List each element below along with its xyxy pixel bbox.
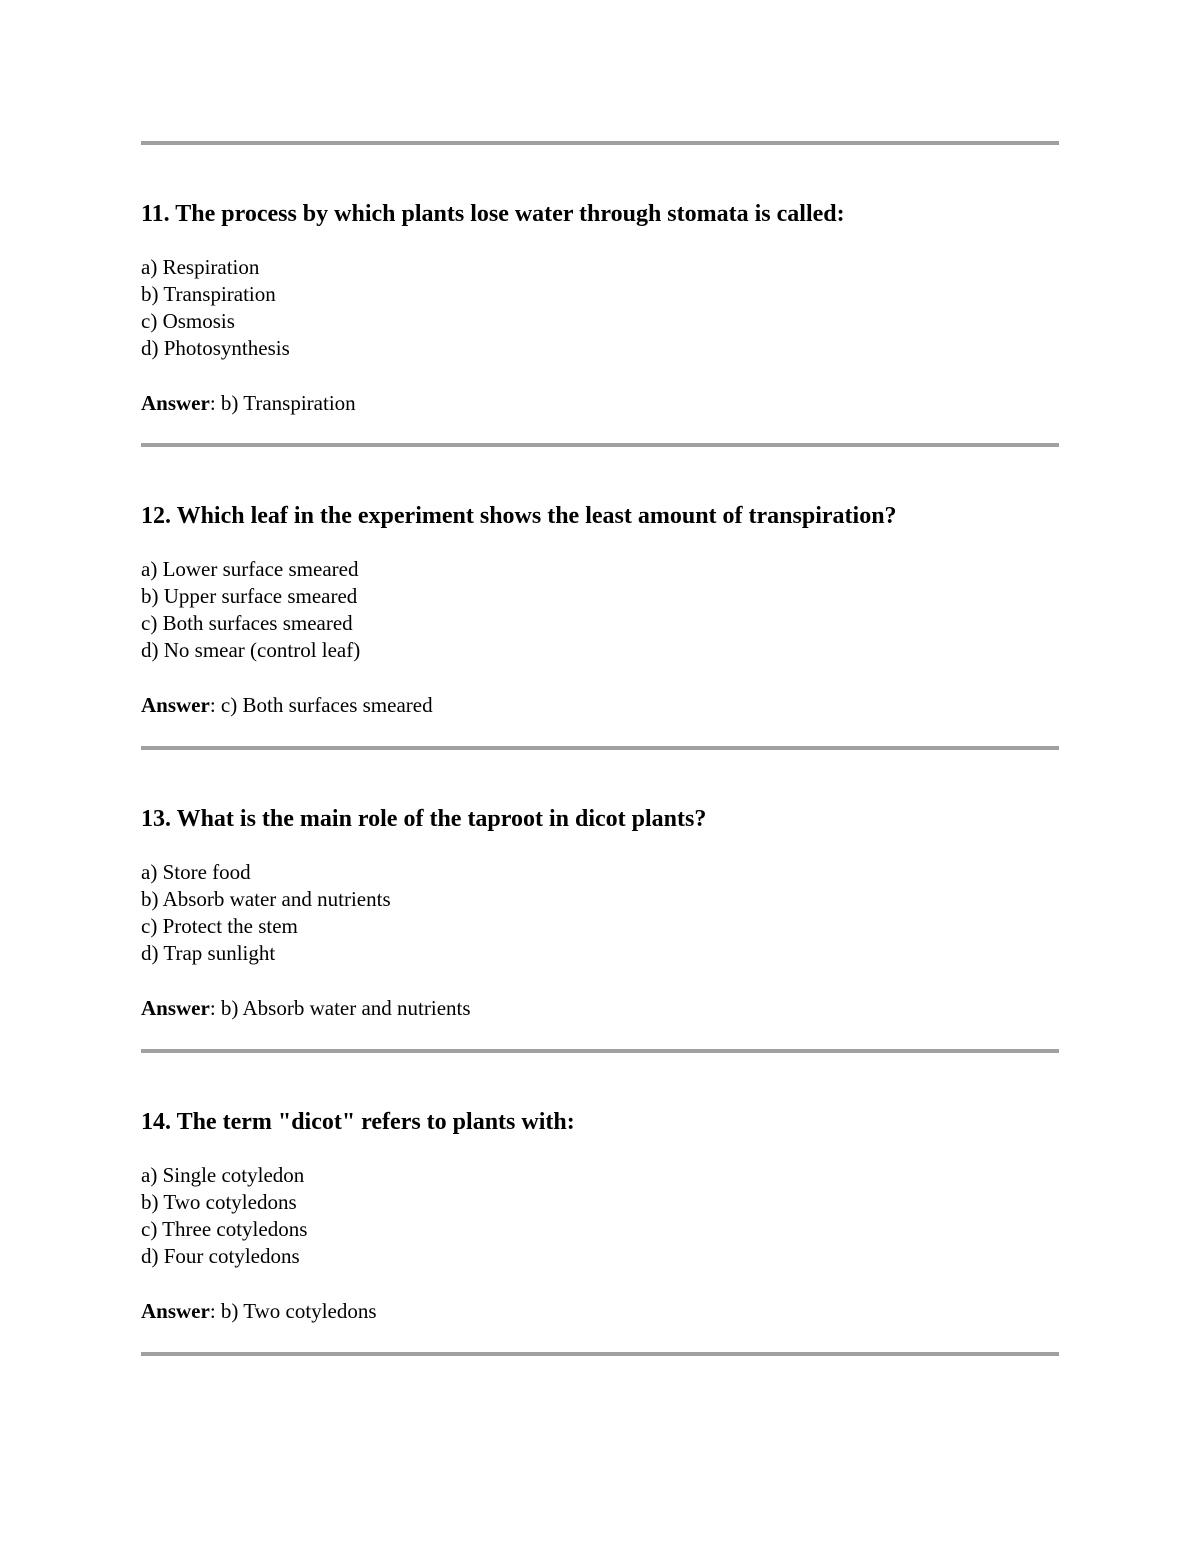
answer-label: Answer <box>141 1299 210 1323</box>
question-11 <box>141 200 1059 417</box>
horizontal-rule <box>141 746 1059 750</box>
answer-text: : b) Absorb water and nutrients <box>209 996 471 1020</box>
answer-label: Answer <box>141 693 210 717</box>
option-c: c) Both surfaces smeared <box>141 611 353 635</box>
answer-text: : b) Two cotyledons <box>209 1299 377 1323</box>
option-d: d) No smear (control leaf) <box>141 638 361 662</box>
options-list <box>141 859 1059 967</box>
option-b: b) Upper surface smeared <box>141 584 358 608</box>
answer-text: : c) Both surfaces smeared <box>209 693 433 717</box>
answer-line <box>141 390 1059 417</box>
options-list <box>141 254 1059 362</box>
horizontal-rule <box>141 443 1059 447</box>
option-b: b) Absorb water and nutrients <box>141 887 391 911</box>
options-list <box>141 1162 1059 1270</box>
option-c: c) Three cotyledons <box>141 1217 308 1241</box>
question-12 <box>141 502 1059 719</box>
option-d: d) Four cotyledons <box>141 1244 300 1268</box>
option-d: d) Trap sunlight <box>141 941 276 965</box>
horizontal-rule <box>141 1049 1059 1053</box>
option-a: a) Single cotyledon <box>141 1163 305 1187</box>
option-a: a) Respiration <box>141 255 260 279</box>
question-13 <box>141 805 1059 1022</box>
answer-label: Answer <box>141 391 210 415</box>
question-title: 14. The term "dicot" refers to plants with: <box>141 1109 575 1135</box>
question-title: 13. What is the main role of the taproot in dicot plants? <box>141 806 707 832</box>
option-c: c) Protect the stem <box>141 914 298 938</box>
answer-label: Answer <box>141 996 210 1020</box>
option-a: a) Lower surface smeared <box>141 557 359 581</box>
horizontal-rule <box>141 141 1059 145</box>
question-title: 12. Which leaf in the experiment shows the least amount of transpiration? <box>141 503 897 529</box>
answer-line <box>141 995 1059 1022</box>
option-b: b) Transpiration <box>141 282 276 306</box>
horizontal-rule <box>141 1352 1059 1356</box>
option-a: a) Store food <box>141 860 251 884</box>
answer-text: : b) Transpiration <box>209 391 356 415</box>
options-list <box>141 556 1059 664</box>
answer-line <box>141 692 1059 719</box>
question-14 <box>141 1108 1059 1325</box>
option-b: b) Two cotyledons <box>141 1190 297 1214</box>
option-d: d) Photosynthesis <box>141 336 290 360</box>
answer-line <box>141 1298 1059 1325</box>
option-c: c) Osmosis <box>141 309 235 333</box>
question-title: 11. The process by which plants lose water through stomata is called: <box>141 201 845 227</box>
